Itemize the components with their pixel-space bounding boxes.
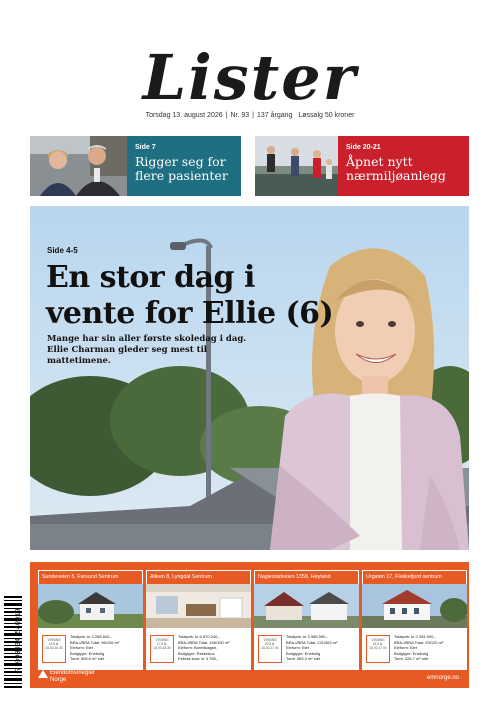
- listing-line: Eieform: Eiet: [286, 645, 309, 650]
- viewing-time: 16.30-16.45: [45, 646, 63, 650]
- viewing-label: VISNING: [47, 638, 61, 642]
- listing-photo: [146, 584, 251, 628]
- teaser-headline: Åpnet nytt nærmiljøanlegg: [346, 154, 446, 183]
- viewing-time: 16.00-17.00: [369, 646, 387, 650]
- viewing-date: 20.8 kl.: [264, 642, 276, 646]
- listing-address: Sundeveien 5, Farsund Sentrum: [38, 570, 143, 584]
- listing-line: Totalpris: kr 3 285 840,-: [70, 634, 112, 639]
- listing-line: Boligtype: Enebolig: [394, 650, 429, 656]
- newspaper-title: Lister: [142, 41, 358, 114]
- viewing-time: 18.00-18.30: [153, 646, 171, 650]
- broker-url[interactable]: emnorge.no: [426, 675, 459, 681]
- viewing-stamp: [366, 635, 390, 663]
- listing-line: Tomt: 326.7 m² eiet: [394, 656, 429, 661]
- hero-story[interactable]: [30, 206, 469, 550]
- viewing-label: VISNING: [263, 638, 277, 642]
- masthead-meta: Torsdag 13. august 2026 | Nr. 93 | 137 årgang Løssalg 50 kroner: [145, 112, 355, 119]
- hero-page-ref: Side 4-5: [47, 246, 78, 255]
- listing-photo: [38, 584, 143, 628]
- hero-photo-girl: [30, 206, 469, 550]
- listing-line: Boligtype: Rekkehus: [178, 650, 215, 656]
- listing-card[interactable]: [254, 570, 359, 670]
- hero-lead: Mange har sin aller første skoledag i dag. Ellie Charman gleder seg mest til mattetimene.: [47, 334, 247, 366]
- issue-date: Torsdag 13. august 2026: [145, 112, 223, 119]
- broker-logo-icon: [38, 670, 48, 678]
- listing-line: Tomt: 506.6 m² eiet: [70, 656, 105, 661]
- listing-card[interactable]: [146, 570, 251, 670]
- listing-line: Fellesk.kost: kr 3 785,-: [178, 656, 219, 661]
- listing-line: Totalpris: kr 2 394 590,-: [394, 634, 436, 639]
- listing-line: Boligtype: Enebolig: [70, 650, 105, 656]
- issue-number: Nr. 93: [230, 112, 250, 119]
- viewing-date: 19.8 kl.: [48, 642, 60, 646]
- masthead: [0, 42, 500, 114]
- broker-logo: [38, 670, 95, 684]
- listing-details: [394, 634, 466, 662]
- listing-card[interactable]: [362, 570, 467, 670]
- hero-headline: En stor dag i vente for Ellie (6): [46, 260, 334, 331]
- listing-line: BRA-i/BRA Total: 231/363 m²: [286, 639, 338, 645]
- listing-line: Tomt: 983.3 m² eiet: [286, 656, 321, 661]
- viewing-label: VISNING: [371, 638, 385, 642]
- viewing-date: 24.8 kl.: [372, 642, 384, 646]
- listing-details: [286, 634, 358, 662]
- listing-address: Alleen 8, Lyngdal Sentrum: [146, 570, 251, 584]
- listing-line: Eieform: Borettslagsh.: [178, 645, 218, 650]
- broker-name-line2: Norge: [50, 677, 67, 683]
- real-estate-ad[interactable]: [30, 562, 469, 688]
- listing-line: Eieform: Eiet: [394, 645, 417, 650]
- teaser-headline: Rigger seg for flere pasienter: [135, 154, 228, 183]
- listing-line: BRA-i/BRA Total: 96/106 m²: [70, 639, 120, 645]
- listing-details: [70, 634, 142, 662]
- listing-card[interactable]: [38, 570, 143, 670]
- teaser-rigger[interactable]: [30, 136, 241, 196]
- viewing-label: VISNING: [155, 638, 169, 642]
- viewing-date: 17.8 kl.: [156, 642, 168, 646]
- viewing-stamp: [42, 635, 66, 663]
- broker-name-line1: Eiendomsmegler: [50, 670, 96, 676]
- barcode-number: 7 090034 540019: [15, 608, 23, 672]
- teaser-photo-playground: [255, 136, 338, 196]
- listing-address: Nagiestadveien 1359, Høyland: [254, 570, 359, 584]
- teaser-naermiljo[interactable]: [255, 136, 469, 196]
- teaser-box: [127, 136, 241, 196]
- listing-line: Totalpris: kr 6 870 040,-: [178, 634, 220, 639]
- listing-line: BRA-i/BRA Total: 166/190 m²: [178, 639, 230, 645]
- listing-photo: [254, 584, 359, 628]
- listing-line: Totalpris: kr 3 586 590,-: [286, 634, 328, 639]
- teaser-page-ref: Side 20-21: [346, 144, 381, 151]
- listing-line: Eieform: Eiet: [70, 645, 93, 650]
- listing-photo: [362, 584, 467, 628]
- listing-details: [178, 634, 250, 662]
- viewing-time: 16.00-17.00: [261, 646, 279, 650]
- viewing-stamp: [150, 635, 174, 663]
- teaser-box: [338, 136, 469, 196]
- price: Løssalg 50 kroner: [298, 112, 355, 119]
- listing-address: Urgaten 17, Flekkefjord sentrum: [362, 570, 467, 584]
- volume: 137 årgang: [256, 112, 293, 119]
- listing-line: Boligtype: Enebolig: [286, 650, 321, 656]
- listing-line: BRA-i/BRA Total: 93/120 m²: [394, 639, 444, 645]
- teaser-photo-people: [30, 136, 127, 196]
- viewing-stamp: [258, 635, 282, 663]
- teaser-page-ref: Side 7: [135, 144, 156, 151]
